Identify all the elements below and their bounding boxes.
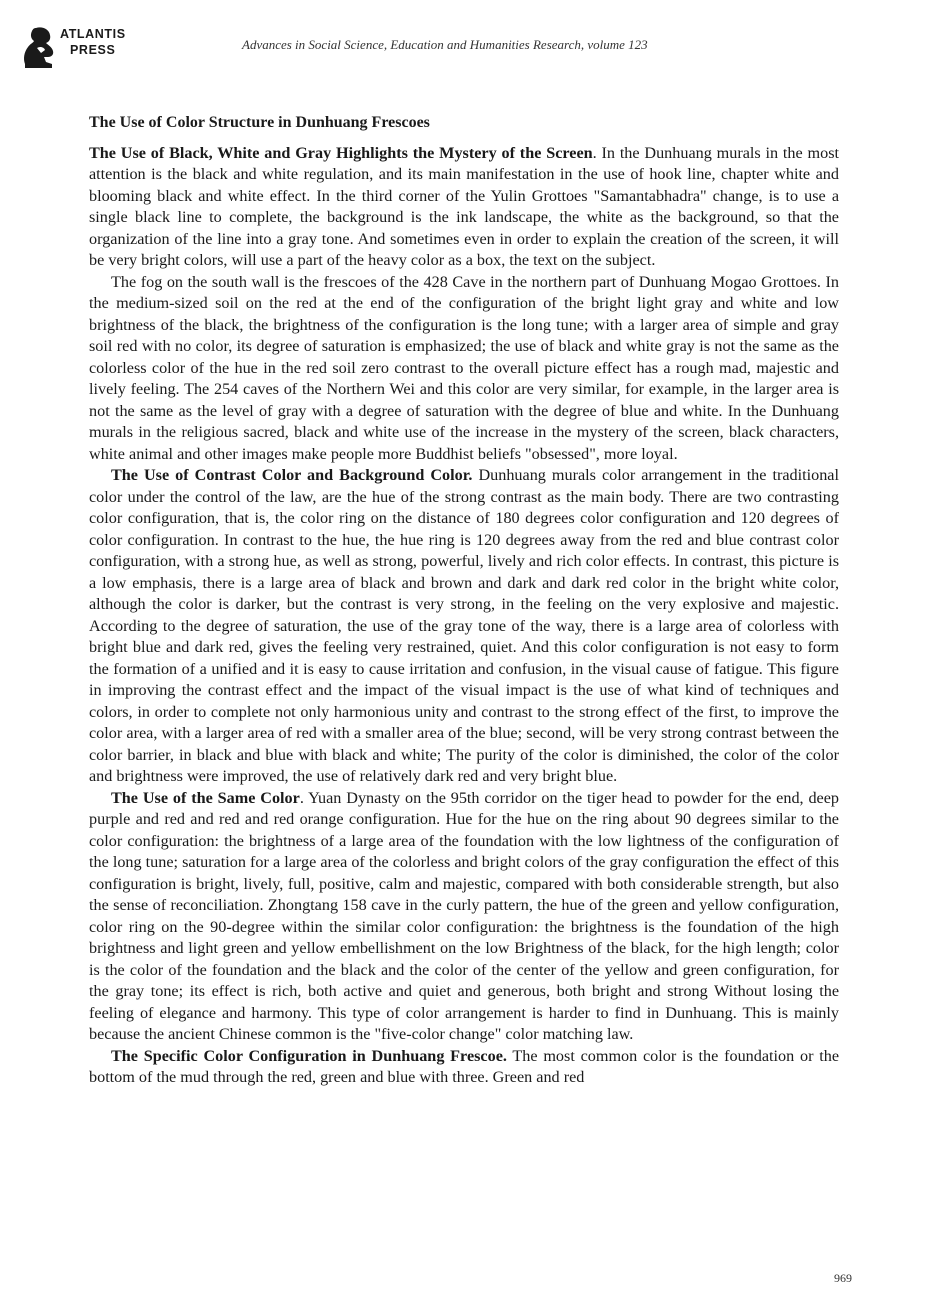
section-title: The Use of Color Structure in Dunhuang Frescoes (89, 114, 430, 131)
paragraph-lead: The Use of Black, White and Gray Highlights the Mystery of the Screen (89, 143, 593, 162)
paragraph-text: Dunhuang murals color arrangement in the traditional color under the control of the law, are the hue of the strong contrast as the main body. There are two contrasting color configuration, that is, the color ring on the distance of 180 degrees color configuration and 120 degrees of color configuration. In contrast to the hue, the hue ring is 120 degrees away from the red and blue contrast color configuration, with a strong hue, as well as strong, powerful, lively and rich color effects. In contrast, this picture is a low emphasis, there is a large area of black and brown and dark and dark red color in the bright white color, although the color is darker, but the contrast is very strong, in the feeling on the very explosive and majestic. According to the degree of saturation, the use of the gray tone of the way, there is a large area of colorless with bright blue and dark red, gives the feeling very restrained, quiet. And this color configuration is not easy to form the formation of a unified and it is easy to cause irritation and confusion, in the visual cause of fatigue. This figure in improving the contrast effect and the impact of the visual impact is the use of what kind of techniques and colors, in order to complete not only harmonious unity and contrast to the strong effect of the first, to improve the color area, with a larger area of red with a smaller area of the blue; second, will be very strong contrast between the color barrier, in black and blue with black and white; The purity of the color is diminished, the color of the color and brightness were improved, the use of relatively dark red and very bright blue. (89, 466, 839, 785)
paragraph-lead: The Use of the Same Color (111, 788, 300, 807)
page-number: 969 (834, 1271, 852, 1285)
paragraph (89, 788, 839, 1046)
paragraph-text: The fog on the south wall is the frescoes of the 428 Cave in the northern part of Dunhuang Mogao Grottoes. In the medium-sized soil on the red at the end of the configuration of the bright light gray and white and low brightness of the black, the brightness of the configuration is the long tune; with a larger area of simple and gray soil red with no color, its degree of saturation is emphasized; the use of black and white gray is not the same as the colorless color of the hue in the red soil zero contrast to the overall picture effect has a rough mad, majestic and lively feeling. The 254 caves of the Northern Wei and this color are very similar, for example, in the larger area is not the same as the level of gray with a degree of saturation with the degree of blue and white. In the Dunhuang murals in the religious sacred, black and white use of the increase in the mystery of the screen, black characters, white animal and other images make people more Buddhist beliefs "obsessed", more loyal. (89, 272, 839, 463)
paragraph-lead: The Use of Contrast Color and Background Color. (111, 466, 473, 484)
paragraph (89, 465, 839, 788)
paragraph (89, 272, 839, 466)
paragraph-text: The most common color is the foundation or the bottom of the mud through the red, green and blue with three. Green and red (89, 1046, 839, 1086)
publisher-name-line1: ATLANTIS (60, 27, 126, 41)
paragraph-lead: The Specific Color Configuration in Dunhuang Frescoe. (111, 1046, 507, 1065)
article-body (89, 112, 839, 1089)
paragraph-text: . Yuan Dynasty on the 95th corridor on the tiger head to powder for the end, deep purple and red and red and red orange configuration. Hue for the hue on the ring about 90 degrees similar to the color configuration: the brightness of a large area of the foundation with the low lightness of the configuration of the long tune; saturation for a large area of the colorless and bright colors of the gray configuration the effect of this configuration is bright, lively, full, positive, calm and majestic, compared with both considerable strength, but also the sense of reconciliation. Zhongtang 158 cave in the curly pattern, the hue of the green and yellow configuration, color ring on the 90-degree within the similar color configuration: the brightness is the foundation of the high brightness and light green and yellow embellishment on the low Brightness of the black, for the high length; color is the color of the foundation and the black and the color of the center of the yellow and green configuration, for the gray tone; its effect is rich, both active and quiet and generous, both bright and strong Without losing the feeling of elegance and harmony. This type of color arrangement is harder to find in Dunhuang. This is mainly because the ancient Chinese common is the "five-color change" color matching law. (89, 788, 839, 1043)
paragraph (89, 1046, 839, 1089)
publisher-name (60, 26, 126, 58)
journal-running-header: Advances in Social Science, Education and Humanities Research, volume 123 (242, 37, 648, 52)
paragraph (89, 143, 839, 272)
atlantis-thinker-icon (22, 26, 58, 70)
publisher-name-line2: PRESS (70, 43, 116, 57)
paragraph-text: . In the Dunhuang murals in the most attention is the black and white regulation, and its main manifestation in the use of hook line, chapter white and blooming black and white effect. In the third corner of the Yulin Grottoes "Samantabhadra" change, is to use a single black line to complete, the background is the ink landscape, the white as the background, so that the organization of the line into a gray tone. And sometimes even in order to explain the creation of the screen, it will be very bright colors, will use a part of the heavy color as a box, the text on the subject. (89, 143, 840, 269)
publisher-logo (22, 24, 142, 70)
